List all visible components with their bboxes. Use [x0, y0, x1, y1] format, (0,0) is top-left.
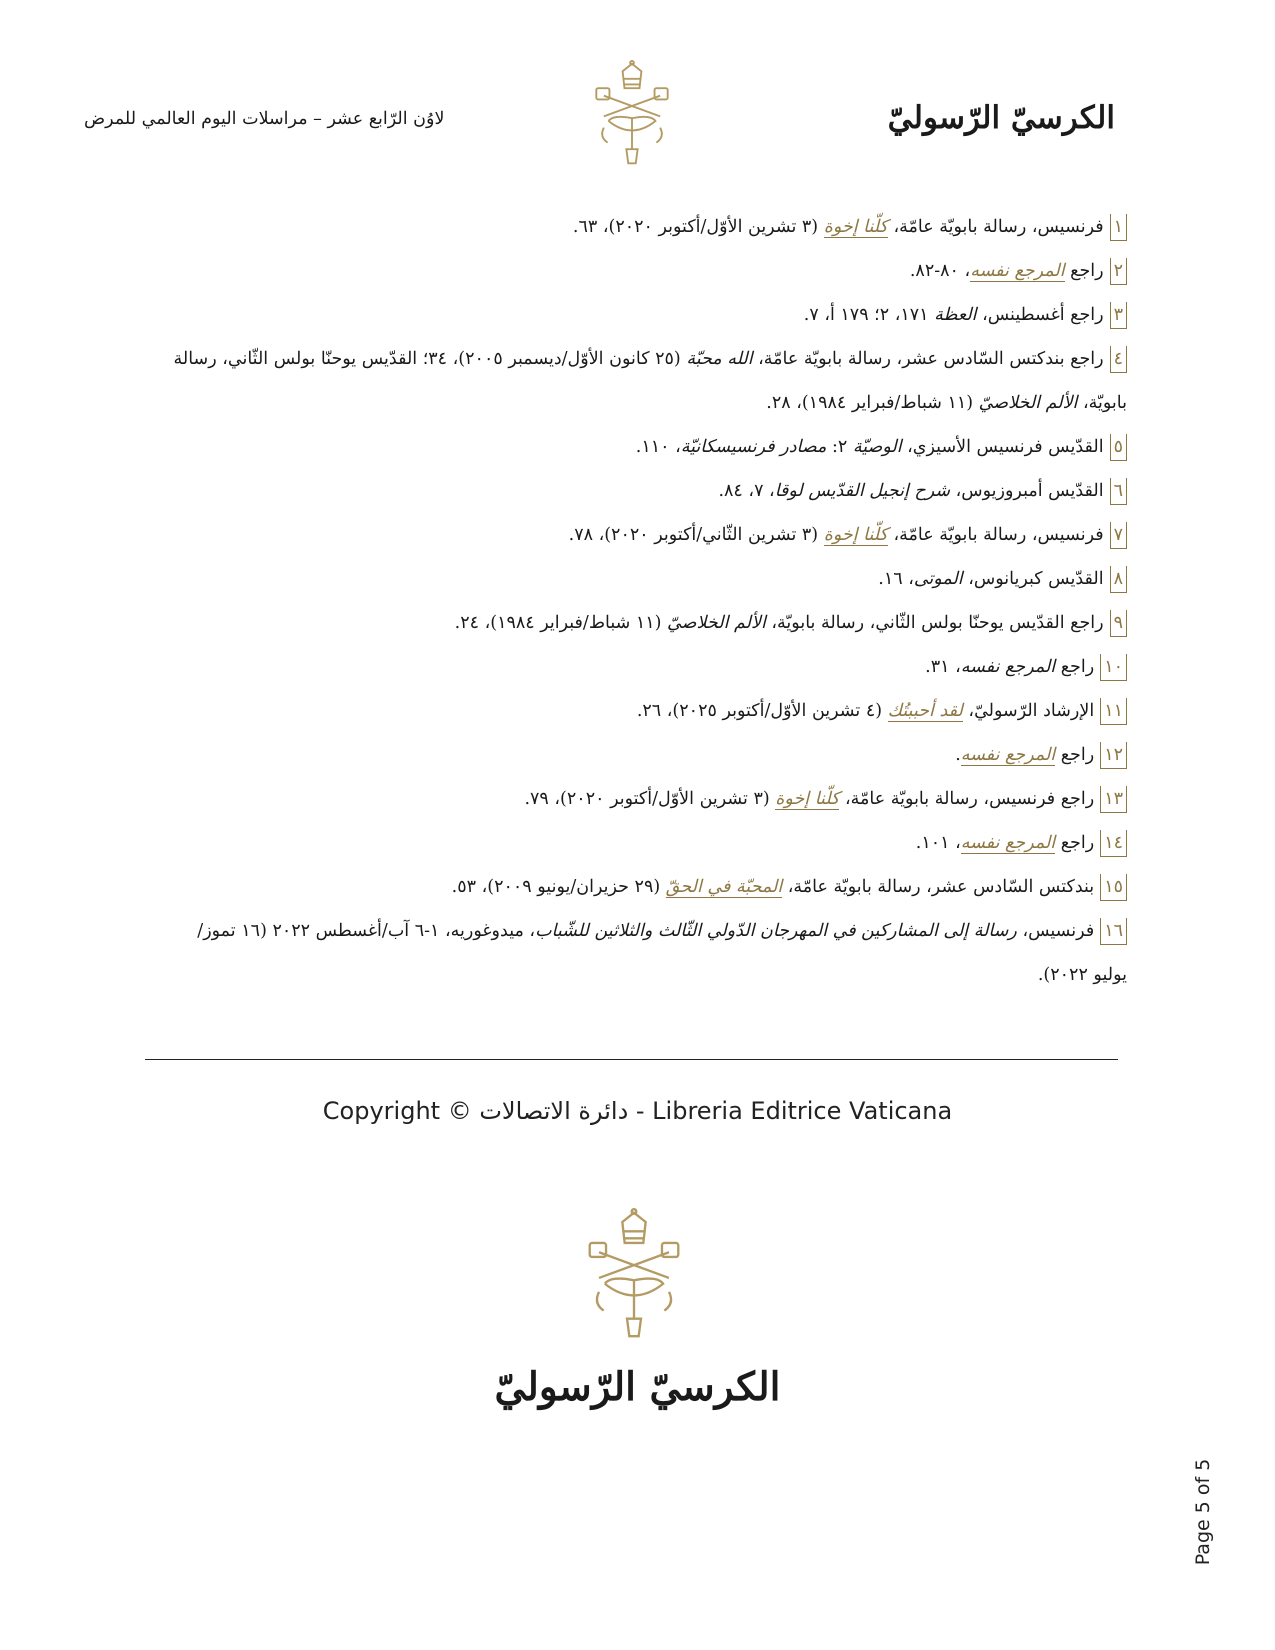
- footnote-text: القدّيس فرنسيس الأسيزي،: [901, 437, 1104, 457]
- footnote-item: [167, 337, 1127, 425]
- cited-work-title: مصادر فرنسيسكانيّة: [680, 437, 827, 457]
- footnote-text: ١٧١، ٢؛ ١٧٩ أ، ٧.: [803, 305, 935, 325]
- header-title: الكرسيّ الرّسوليّ: [887, 100, 1115, 136]
- footnote-ref-link[interactable]: ٨: [1110, 566, 1127, 593]
- footnote-text: ، ٧، ٨٤.: [718, 481, 775, 501]
- footnote-text: (١١ شباط/فبراير ١٩٨٤)، ٢٤.: [454, 613, 668, 633]
- page-number: [1188, 1458, 1218, 1566]
- divider: [145, 1059, 1118, 1060]
- cited-work-title: الله محبّة: [686, 349, 753, 369]
- cited-work-title: الألم الخلاصيّ: [667, 613, 766, 633]
- footnote-text: ٢:: [826, 437, 853, 457]
- cited-work-title: شرح إنجيل القدّيس لوقا: [774, 481, 951, 501]
- cited-work-title: الموتى: [913, 569, 963, 589]
- footnote-text: ، ١٠١.: [915, 833, 961, 853]
- footnote-ref-link[interactable]: ١١: [1100, 698, 1127, 725]
- footer-title: الكرسيّ الرّسوليّ: [494, 1364, 781, 1410]
- footnote-ref-link[interactable]: ١٠: [1100, 654, 1127, 681]
- cited-work-title: رسالة إلى المشاركين في المهرجان الدّولي الثّالث والثلاثين للشّباب: [535, 921, 1017, 941]
- footnote-ref-link[interactable]: ١٣: [1100, 786, 1127, 813]
- footnote-item: [167, 425, 1127, 469]
- footnote-text: فرنسيس،: [1016, 921, 1095, 941]
- footnote-text: القدّيس كبريانوس،: [962, 569, 1104, 589]
- footnote-text: فرنسيس، رسالة بابويّة عامّة،: [887, 217, 1104, 237]
- footnote-text: (٢٥ كانون الأوّل/ديسمبر ٢٠٠٥)، ٣٤؛ القدّيس يوحنّا بولس الثّاني، رسالة بابويّة،: [173, 349, 1127, 413]
- footnote-ref-link[interactable]: ٧: [1110, 522, 1127, 549]
- header-subtitle: لاوُن الرّابع عشر – مراسلات اليوم العالمي للمرض: [84, 109, 445, 129]
- footnote-item: [167, 469, 1127, 513]
- footnote-text: الإرشاد الرّسوليّ،: [962, 701, 1095, 721]
- footnote-item: [167, 205, 1127, 249]
- cited-work-link[interactable]: كلّنا إخوة: [775, 789, 840, 809]
- footnote-text: (٤ تشرين الأوّل/أكتوبر ٢٠٢٥)، ٢٦.: [636, 701, 888, 721]
- footnote-text: ، ٣١.: [925, 657, 961, 677]
- footnote-ref-link[interactable]: ٢: [1110, 258, 1127, 285]
- footnote-text: راجع: [1064, 261, 1104, 281]
- footnote-text: (٣ تشرين الثّاني/أكتوبر ٢٠٢٠)، ٧٨.: [568, 525, 824, 545]
- footnotes-list: [167, 205, 1127, 997]
- footnote-item: [167, 601, 1127, 645]
- footnote-ref-link[interactable]: ١: [1110, 214, 1127, 241]
- cited-work-title: المرجع نفسه: [960, 657, 1056, 677]
- footnote-text: ، ١٦.: [878, 569, 914, 589]
- footnote-text: ، ميدوغوريه، ١-٦ آب/أغسطس ٢٠٢٢ (١٦ تموز/يوليو ٢٠٢٢).: [197, 921, 1127, 985]
- footnote-text: القدّيس أمبروزيوس،: [950, 481, 1104, 501]
- page-number-label: Page 5 of 5: [1192, 1458, 1214, 1566]
- footnote-ref-link[interactable]: ٥: [1110, 434, 1127, 461]
- cited-work-title: الوصيّة: [852, 437, 902, 457]
- footnote-ref-link[interactable]: ١٥: [1100, 874, 1127, 901]
- cited-work-link[interactable]: المرجع نفسه: [960, 833, 1056, 853]
- cited-work-title: العظة: [934, 305, 977, 325]
- footnote-ref-link[interactable]: ٦: [1110, 478, 1127, 505]
- footnote-item: [167, 645, 1127, 689]
- footnote-item: [167, 821, 1127, 865]
- footnote-text: راجع: [1055, 657, 1095, 677]
- footnote-text: راجع أغسطينس،: [976, 305, 1104, 325]
- footnote-ref-link[interactable]: ١٤: [1100, 830, 1127, 857]
- footnote-text: راجع: [1055, 745, 1095, 765]
- footnote-ref-link[interactable]: ٤: [1110, 346, 1127, 373]
- papal-emblem-icon: [575, 1208, 693, 1342]
- footnote-ref-link[interactable]: ٣: [1110, 302, 1127, 329]
- footnote-item: [167, 909, 1127, 997]
- footnote-text: راجع بندكتس السّادس عشر، رسالة بابويّة عامّة،: [752, 349, 1104, 369]
- cited-work-link[interactable]: المرجع نفسه: [960, 745, 1056, 765]
- footnote-text: ، ٨٠-٨٢.: [909, 261, 971, 281]
- cited-work-link[interactable]: لقد أحببتُك: [887, 701, 963, 721]
- footnote-text: فرنسيس، رسالة بابويّة عامّة،: [887, 525, 1104, 545]
- footnote-text: ، ١١٠.: [635, 437, 681, 457]
- footnote-text: .: [955, 745, 961, 765]
- cited-work-link[interactable]: المحبّة في الحقّ: [665, 877, 783, 897]
- footnote-item: [167, 865, 1127, 909]
- footnote-item: [167, 293, 1127, 337]
- cited-work-link[interactable]: كلّنا إخوة: [823, 217, 888, 237]
- footnote-ref-link[interactable]: ٩: [1110, 610, 1127, 637]
- footnote-item: [167, 733, 1127, 777]
- footnote-ref-link[interactable]: ١٦: [1100, 918, 1127, 945]
- footnote-item: [167, 689, 1127, 733]
- footnote-text: (٢٩ حزيران/يونيو ٢٠٠٩)، ٥٣.: [451, 877, 666, 897]
- papal-emblem-icon: [585, 60, 679, 168]
- footnote-text: راجع: [1055, 833, 1095, 853]
- footnote-ref-link[interactable]: ١٢: [1100, 742, 1127, 769]
- cited-work-link[interactable]: كلّنا إخوة: [823, 525, 888, 545]
- footnote-text: (١١ شباط/فبراير ١٩٨٤)، ٢٨.: [766, 393, 979, 413]
- cited-work-title: الألم الخلاصيّ: [978, 393, 1078, 413]
- footnote-text: راجع القدّيس يوحنّا بولس الثّاني، رسالة بابويّة،: [765, 613, 1104, 633]
- footnote-text: بندكتس السّادس عشر، رسالة بابويّة عامّة،: [782, 877, 1095, 897]
- cited-work-link[interactable]: المرجع نفسه: [970, 261, 1065, 281]
- footnote-text: راجع فرنسيس، رسالة بابويّة عامّة،: [839, 789, 1095, 809]
- footnote-item: [167, 249, 1127, 293]
- footnote-item: [167, 557, 1127, 601]
- copyright-text: Copyright © دائرة الاتصالات - Libreria Editrice Vaticana: [322, 1097, 953, 1125]
- footnote-text: (٣ تشرين الأوّل/أكتوبر ٢٠٢٠)، ٧٩.: [524, 789, 776, 809]
- footnote-text: (٣ تشرين الأوّل/أكتوبر ٢٠٢٠)، ٦٣.: [572, 217, 824, 237]
- footnote-item: [167, 777, 1127, 821]
- footnote-item: [167, 513, 1127, 557]
